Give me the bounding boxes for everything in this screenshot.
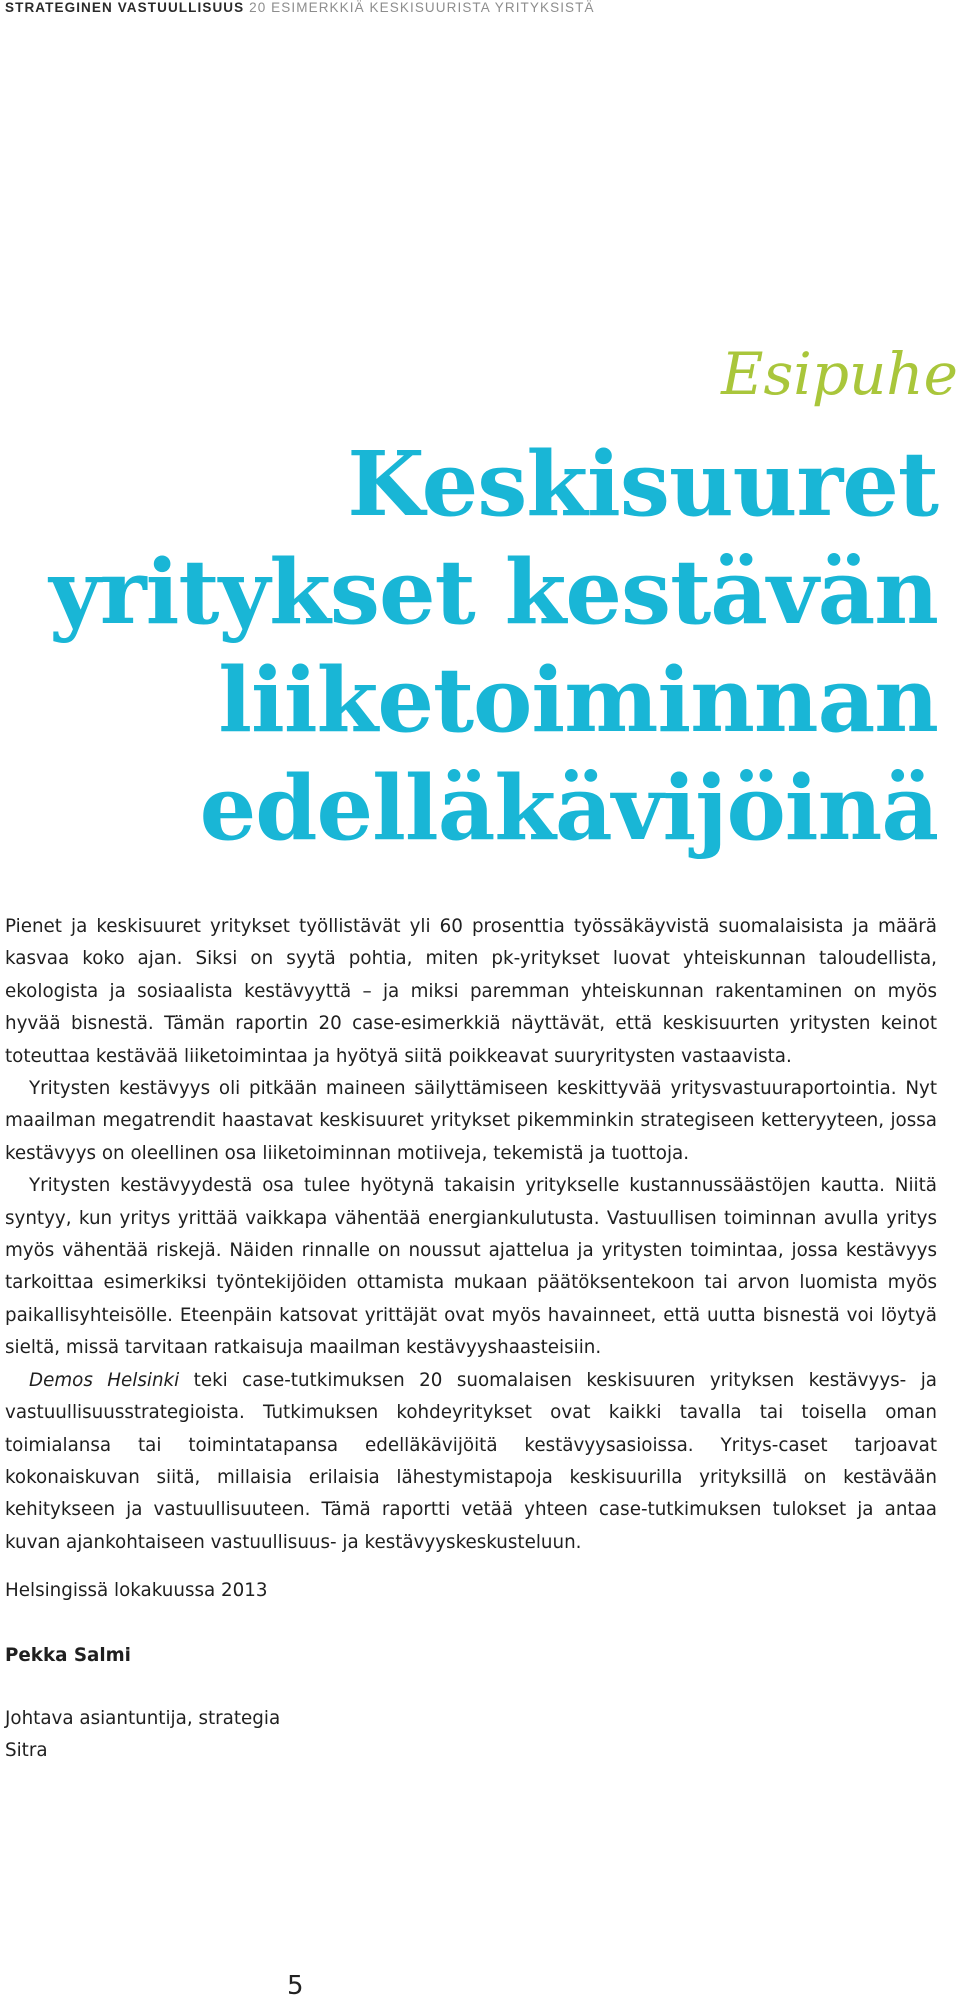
signature-place-date: Helsingissä lokakuussa 2013 bbox=[5, 1580, 268, 1601]
foreword-body bbox=[5, 911, 937, 1559]
signature-name: Pekka Salmi bbox=[5, 1645, 131, 1666]
paragraph-1: Pienet ja keskisuuret yritykset työllistävät yli 60 prosenttia työssäkäyvistä suomalaisista ja määrä kasvaa koko ajan. Siksi on syytä pohtia, miten pk-yritykset luovat yhteiskunnan taloudellista, ekologista ja sosiaalista kestävyyttä – ja miksi paremman yhteiskunnan rakentaminen on myös hyvää bisnestä. Tämän raportin 20 case-esimerkkiä näyttävät, että keskisuurten yritysten keinot toteuttaa kestävää liiketoimintaa ja hyötyä siitä poikkeavat suuryritysten vastaavista. bbox=[5, 916, 937, 1067]
running-head-subtitle: 20 ESIMERKKIÄ KESKISUURISTA YRITYKSISTÄ bbox=[244, 0, 595, 15]
title-line-1: Keskisuuret bbox=[347, 431, 938, 536]
running-head bbox=[5, 0, 595, 15]
page-number: 5 bbox=[287, 1971, 304, 2001]
signature-title: Johtava asiantuntija, strategia bbox=[5, 1708, 281, 1729]
title-line-3: liiketoiminnan bbox=[218, 647, 938, 752]
running-head-series: STRATEGINEN VASTUULLISUUS bbox=[5, 0, 245, 15]
title-line-2: yritykset kestävän bbox=[49, 539, 938, 644]
title-line-4: edelläkävijöinä bbox=[199, 755, 938, 860]
paragraph-2: Yritysten kestävyys oli pitkään maineen säilyttämiseen keskittyvää yritysvastuuraportointia. Nyt maailman megatrendit haastavat keskisuuret yritykset pikemminkin strategiseen ketteryyteen, jossa kestävyys on oleellinen osa liiketoiminnan motiiveja, tekemistä ja tuottoja. bbox=[5, 1078, 937, 1164]
section-kicker: Esipuhe bbox=[721, 340, 958, 408]
demos-helsinki-name: Demos Helsinki bbox=[29, 1369, 180, 1391]
paragraph-4-text: teki case-tutkimuksen 20 suomalaisen keskisuuren yrityksen kestävyys- ja vastuullisuusstrategioista. Tutkimuksen kohdeyritykset ovat kaikki tavalla tai toisella oman toimialansa tai toimintatapansa edelläkävijöitä kestävyysasioissa. Yritys-caset tarjoavat kokonaiskuvan siitä, millaisia erilaisia lähestymistapoja keskisuurilla yrityksillä on kestävään kehitykseen ja vastuullisuuteen. Tämä raportti vetää yhteen case-tutkimuksen tulokset ja antaa kuvan ajankohtaiseen vastuullisuus- ja kestävyyskeskusteluun. bbox=[5, 1369, 937, 1553]
paragraph-4 bbox=[5, 1365, 937, 1559]
signature-organization: Sitra bbox=[5, 1740, 48, 1761]
paragraph-3: Yritysten kestävyydestä osa tulee hyötynä takaisin yritykselle kustannussäästöjen kautta. Niitä syntyy, kun yritys yrittää vaikkapa vähentää energiankulutusta. Vastuullisen toiminnan avulla yritys myös vähentää riskejä. Näiden rinnalle on noussut ajattelua ja yritysten toimintaa, jossa kestävyys tarkoittaa esimerkiksi työntekijöiden ottamista mukaan päätöksentekoon tai arvon luomista myös paikallisyhteisölle. Eteenpäin katsovat yrittäjät ovat myös havainneet, että uutta bisnestä voi löytyä sieltä, missä tarvitaan ratkaisuja maailman kestävyyshaasteisiin. bbox=[5, 1175, 937, 1359]
page-title bbox=[38, 430, 938, 862]
